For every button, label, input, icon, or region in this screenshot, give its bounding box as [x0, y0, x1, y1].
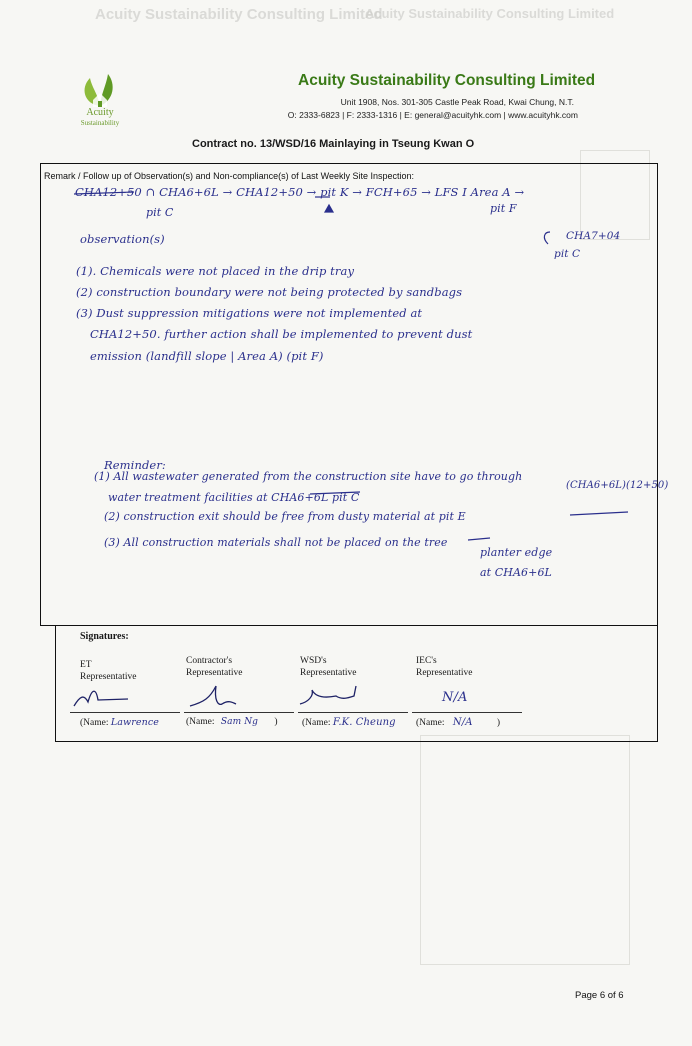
hw-line1-sub-a: pit C: [146, 206, 174, 219]
iec-name-prefix: (Name:: [416, 718, 445, 728]
hw-rem1-side: (CHA6+6L)(12+50): [566, 480, 669, 491]
et-name-prefix: (Name:: [80, 718, 109, 728]
wsd-sig-line: [298, 712, 408, 713]
contract-title: Contract no. 13/WSD/16 Mainlaying in Tseung Kwan O: [192, 138, 475, 150]
wsd-name-value: F.K. Cheung: [332, 717, 396, 728]
hw-line1: CHA12+50 ∩ CHA6+6L → CHA12+50 → pit K → FCH+65 → LFS I Area A →: [75, 185, 525, 199]
hw-observations-heading: observation(s): [80, 232, 165, 246]
iec-signature: N/A: [442, 690, 468, 705]
hw-obs-side-note2: pit C: [554, 248, 581, 260]
wsd-name-prefix: (Name:: [302, 718, 331, 728]
hw-rem3c: at CHA6+6L: [480, 566, 552, 579]
wsd-role-line1: WSD's: [300, 656, 327, 666]
hw-obs1: (1). Chemicals were not placed in the drip tray: [76, 264, 355, 278]
contractor-role-line1: Contractor's: [186, 656, 233, 666]
bleed-through-company-right: Acuity Sustainability Consulting Limited: [365, 6, 615, 21]
contractor-name-suffix: ): [274, 717, 278, 727]
hw-rem1a: (1) All wastewater generated from the construction site have to go through: [94, 470, 523, 483]
company-address: Unit 1908, Nos. 301-305 Castle Peak Road, Kwai Chung, N.T.: [340, 97, 574, 107]
et-name: [80, 717, 159, 728]
iec-sig-line: [412, 712, 522, 713]
hw-rem3b: planter edge: [480, 546, 553, 559]
et-name-value: Lawrence: [110, 717, 160, 728]
hw-rem2: (2) construction exit should be free from dusty material at pit E: [104, 510, 466, 523]
et-role-line1: ET: [80, 660, 92, 670]
contractor-name-value: Sam Ng: [220, 717, 259, 727]
hw-obs3c: emission (landfill slope | Area A) (pit F): [90, 349, 324, 363]
hw-obs2: (2) construction boundary were not being protected by sandbags: [76, 285, 463, 299]
company-contacts: O: 2333-6823 | F: 2333-1316 | E: general@acuityhk.com | www.acuityhk.com: [287, 110, 578, 120]
bleed-through-company-left: Acuity Sustainability Consulting Limited: [95, 6, 383, 23]
page-number: Page 6 of 6: [575, 990, 624, 1001]
hw-obs3b: CHA12+50. further action shall be implemented to prevent dust: [90, 327, 473, 341]
wsd-signature: [300, 686, 356, 704]
contractor-role-line2: Representative: [186, 668, 243, 678]
iec-name-value: N/A: [452, 717, 473, 728]
hw-rem3a: (3) All construction materials shall not be placed on the tree: [104, 536, 448, 549]
et-role-line2: Representative: [80, 672, 137, 682]
iec-role-line1: IEC's: [416, 656, 437, 666]
contractor-signature: [190, 686, 236, 706]
signatures-title: Signatures:: [80, 631, 129, 642]
hw-obs3a: (3) Dust suppression mitigations were not implemented at: [76, 306, 423, 320]
iec-name: [416, 717, 500, 728]
iec-role-line2: Representative: [416, 668, 473, 678]
contractor-sig-line: [184, 712, 294, 713]
hw-obs-side-note: CHA7+04: [566, 230, 621, 242]
hw-line1-sub-b: pit F: [490, 202, 517, 215]
hw-rem1b: water treatment facilities at CHA6+6L pit C: [108, 491, 360, 504]
wsd-role-line2: Representative: [300, 668, 357, 678]
remark-label: Remark / Follow up of Observation(s) and Non-compliance(s) of Last Weekly Site Inspection:: [44, 171, 414, 181]
company-name: Acuity Sustainability Consulting Limited: [298, 72, 596, 89]
logo-sub: Sustainability: [80, 119, 120, 127]
iec-name-suffix: ): [496, 718, 501, 728]
logo-word: Acuity: [86, 107, 114, 118]
et-signature: [74, 691, 128, 706]
wsd-name: [302, 717, 396, 728]
et-sig-line: [70, 712, 180, 713]
contractor-name: [186, 717, 278, 727]
contractor-name-prefix: (Name:: [186, 717, 215, 727]
hw-reminder-heading: Reminder:: [104, 458, 166, 472]
